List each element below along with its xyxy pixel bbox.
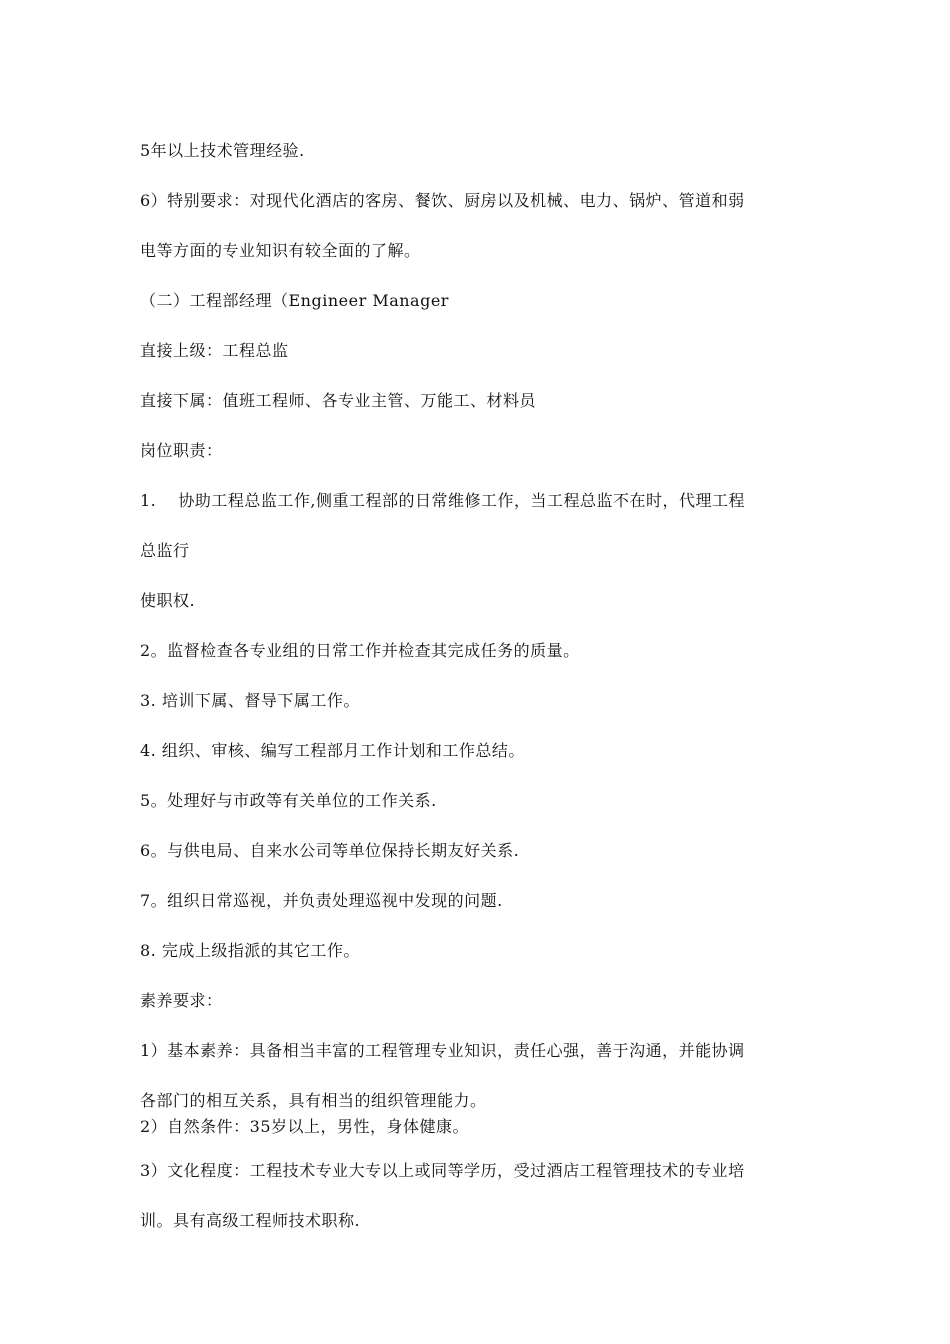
text-line: 8. 完成上级指派的其它工作。 xyxy=(140,941,360,960)
text-line: 6。与供电局、自来水公司等单位保持长期友好关系. xyxy=(140,841,520,860)
text-line: 4. 组织、审核、编写工程部月工作计划和工作总结。 xyxy=(140,741,525,760)
text-line: 3）文化程度：工程技术专业大专以上或同等学历，受过酒店工程管理技术的专业培 xyxy=(140,1161,745,1180)
text-line: 1. 协助工程总监工作,侧重工程部的日常维修工作，当工程总监不在时，代理工程 xyxy=(140,491,745,510)
text-line: 1）基本素养：具备相当丰富的工程管理专业知识，责任心强，善于沟通，并能协调 xyxy=(140,1041,745,1060)
text-line: 素养要求： xyxy=(140,991,223,1010)
text-line: 岗位职责： xyxy=(140,441,223,460)
text-line: 5年以上技术管理经验. xyxy=(140,141,305,160)
text-line: 直接下属：值班工程师、各专业主管、万能工、材料员 xyxy=(140,391,537,410)
text-line: 各部门的相互关系，具有相当的组织管理能力。 xyxy=(140,1091,487,1110)
text-line: 7。组织日常巡视，并负责处理巡视中发现的问题. xyxy=(140,891,503,910)
text-line: 总监行 xyxy=(140,541,190,560)
text-line: 3. 培训下属、督导下属工作。 xyxy=(140,691,360,710)
text-line: 6）特别要求：对现代化酒店的客房、餐饮、厨房以及机械、电力、锅炉、管道和弱 xyxy=(140,191,745,210)
text-line: 直接上级：工程总监 xyxy=(140,341,289,360)
text-line: 训。具有高级工程师技术职称. xyxy=(140,1211,361,1230)
text-line: 电等方面的专业知识有较全面的了解。 xyxy=(140,241,421,260)
text-line: 2）自然条件：35岁以上，男性，身体健康。 xyxy=(140,1117,470,1136)
text-line: 2。监督检查各专业组的日常工作并检查其完成任务的质量。 xyxy=(140,641,580,660)
text-line: 使职权. xyxy=(140,591,196,610)
text-line: 5。处理好与市政等有关单位的工作关系. xyxy=(140,791,437,810)
section-heading: （二）工程部经理（Engineer Manager xyxy=(140,291,449,310)
